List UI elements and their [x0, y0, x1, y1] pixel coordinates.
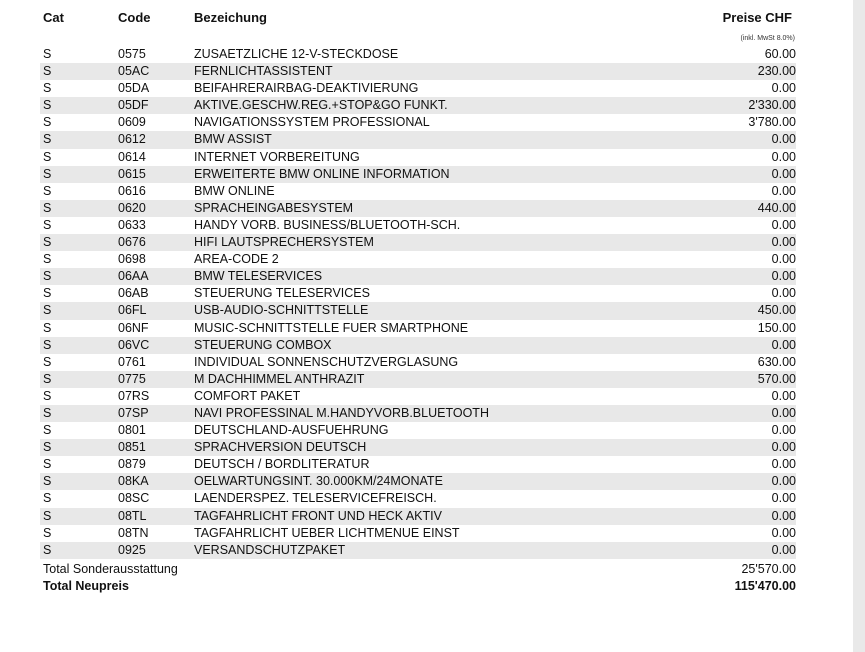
header-cat: Cat — [43, 10, 64, 25]
table-row — [40, 456, 796, 473]
cell-description: FERNLICHTASSISTENT — [194, 64, 333, 79]
table-row — [40, 251, 796, 268]
cell-description: TAGFAHRLICHT FRONT UND HECK AKTIV — [194, 508, 442, 523]
table-row — [40, 508, 796, 525]
total-options-label: Total Sonderausstattung — [43, 562, 178, 576]
table-row — [40, 217, 796, 234]
cell-cat: S — [43, 371, 52, 386]
cell-price: 2'330.00 — [748, 98, 796, 113]
cell-price: 0.00 — [771, 149, 796, 164]
cell-cat: S — [43, 269, 52, 284]
table-row — [40, 302, 796, 319]
cell-code: 06NF — [118, 320, 149, 335]
cell-description: ERWEITERTE BMW ONLINE INFORMATION — [194, 166, 450, 181]
cell-price: 570.00 — [757, 371, 796, 386]
cell-description: ZUSAETZLICHE 12-V-STECKDOSE — [194, 47, 399, 61]
cell-price: 0.00 — [771, 132, 796, 147]
cell-cat: S — [43, 337, 52, 352]
total-new-price-value: 115'470.00 — [734, 579, 796, 593]
table-row — [40, 439, 796, 456]
cell-price: 0.00 — [771, 235, 796, 250]
cell-description: AREA-CODE 2 — [194, 252, 279, 267]
cell-code: 0615 — [118, 166, 146, 181]
cell-code: 06AA — [118, 269, 149, 284]
cell-cat: S — [43, 98, 52, 113]
cell-cat: S — [43, 405, 52, 420]
cell-description: VERSANDSCHUTZPAKET — [194, 542, 346, 557]
table-header — [0, 10, 853, 28]
cell-cat: S — [43, 320, 52, 335]
cell-price: 0.00 — [771, 337, 796, 352]
table-row — [40, 388, 796, 405]
cell-cat: S — [43, 303, 52, 318]
cell-cat: S — [43, 440, 52, 455]
cell-description: HANDY VORB. BUSINESS/BLUETOOTH-SCH. — [194, 217, 461, 232]
table-row — [40, 422, 796, 439]
cell-price: 150.00 — [757, 320, 796, 335]
cell-price: 0.00 — [771, 405, 796, 420]
cell-cat: S — [43, 252, 52, 267]
cell-cat: S — [43, 525, 52, 540]
cell-price: 630.00 — [757, 354, 796, 369]
cell-code: 05DF — [118, 98, 149, 113]
header-description: Bezeichung — [194, 10, 267, 25]
price-vat-note: (inkl. MwSt 8.0%) — [740, 35, 795, 42]
cell-code: 08SC — [118, 491, 150, 506]
cell-code: 06VC — [118, 337, 150, 352]
cell-code: 0676 — [118, 235, 146, 250]
cell-code: 08KA — [118, 474, 149, 489]
table-row — [40, 114, 796, 131]
table-row — [40, 46, 796, 63]
table-row — [40, 166, 796, 183]
cell-cat: S — [43, 508, 52, 523]
cell-code: 07SP — [118, 405, 149, 420]
cell-cat: S — [43, 423, 52, 438]
cell-description: NAVI PROFESSINAL M.HANDYVORB.BLUETOOTH — [194, 405, 489, 420]
cell-code: 0761 — [118, 354, 146, 369]
table-row — [40, 525, 796, 542]
table-row — [40, 200, 796, 217]
cell-code: 08TL — [118, 508, 147, 523]
total-new-price-label: Total Neupreis — [43, 579, 129, 593]
table-row — [40, 354, 796, 371]
cell-price: 60.00 — [764, 47, 796, 61]
cell-description: OELWARTUNGSINT. 30.000KM/24MONATE — [194, 474, 443, 489]
cell-description: BMW TELESERVICES — [194, 269, 323, 284]
cell-description: M DACHHIMMEL ANTHRAZIT — [194, 371, 365, 386]
table-row — [40, 149, 796, 166]
cell-price: 3'780.00 — [748, 115, 796, 130]
cell-price: 0.00 — [771, 166, 796, 181]
cell-cat: S — [43, 286, 52, 301]
cell-description: BEIFAHRERAIRBAG-DEAKTIVIERUNG — [194, 81, 419, 96]
total-new-price-row — [0, 578, 853, 595]
cell-cat: S — [43, 132, 52, 147]
cell-description: BMW ONLINE — [194, 183, 275, 198]
cell-cat: S — [43, 235, 52, 250]
cell-cat: S — [43, 183, 52, 198]
cell-code: 07RS — [118, 388, 150, 403]
table-row — [40, 234, 796, 251]
cell-cat: S — [43, 47, 52, 61]
cell-cat: S — [43, 217, 52, 232]
cell-description: HIFI LAUTSPRECHERSYSTEM — [194, 235, 374, 250]
cell-code: 0612 — [118, 132, 146, 147]
cell-cat: S — [43, 388, 52, 403]
cell-cat: S — [43, 354, 52, 369]
cell-code: 0614 — [118, 149, 146, 164]
table-row — [40, 490, 796, 507]
cell-code: 05AC — [118, 64, 150, 79]
cell-code: 0609 — [118, 115, 146, 130]
cell-code: 0698 — [118, 252, 146, 267]
cell-price: 0.00 — [771, 508, 796, 523]
cell-price: 0.00 — [771, 81, 796, 96]
cell-description: LAENDERSPEZ. TELESERVICEFREISCH. — [194, 491, 437, 506]
table-row — [40, 320, 796, 337]
cell-cat: S — [43, 491, 52, 506]
table-row — [40, 183, 796, 200]
cell-cat: S — [43, 474, 52, 489]
cell-code: 08TN — [118, 525, 149, 540]
cell-cat: S — [43, 166, 52, 181]
cell-price: 0.00 — [771, 183, 796, 198]
cell-code: 0775 — [118, 371, 146, 386]
table-row — [40, 285, 796, 302]
cell-price: 0.00 — [771, 217, 796, 232]
cell-price: 0.00 — [771, 388, 796, 403]
cell-price: 0.00 — [771, 440, 796, 455]
cell-description: USB-AUDIO-SCHNITTSTELLE — [194, 303, 369, 318]
cell-cat: S — [43, 115, 52, 130]
cell-description: NAVIGATIONSSYSTEM PROFESSIONAL — [194, 115, 430, 130]
cell-code: 0801 — [118, 423, 146, 438]
cell-price: 0.00 — [771, 269, 796, 284]
cell-description: INTERNET VORBEREITUNG — [194, 149, 360, 164]
cell-code: 05DA — [118, 81, 150, 96]
table-row — [40, 80, 796, 97]
cell-cat: S — [43, 542, 52, 557]
cell-code: 0620 — [118, 200, 146, 215]
table-row — [40, 405, 796, 422]
cell-cat: S — [43, 457, 52, 472]
cell-code: 0616 — [118, 183, 146, 198]
table-row — [40, 337, 796, 354]
table-row — [40, 97, 796, 114]
cell-cat: S — [43, 149, 52, 164]
cell-price: 230.00 — [757, 64, 796, 79]
cell-description: SPRACHVERSION DEUTSCH — [194, 440, 367, 455]
cell-price: 0.00 — [771, 252, 796, 267]
cell-price: 0.00 — [771, 423, 796, 438]
table-row — [40, 542, 796, 559]
table-row — [40, 268, 796, 285]
cell-price: 0.00 — [771, 474, 796, 489]
cell-code: 06AB — [118, 286, 149, 301]
header-price: Preise CHF — [722, 10, 792, 25]
table-row — [40, 131, 796, 148]
cell-code: 0575 — [118, 47, 146, 61]
cell-description: DEUTSCHLAND-AUSFUEHRUNG — [194, 423, 389, 438]
cell-description: COMFORT PAKET — [194, 388, 301, 403]
table-row — [40, 63, 796, 80]
cell-description: SPRACHEINGABESYSTEM — [194, 200, 354, 215]
cell-code: 0925 — [118, 542, 146, 557]
cell-code: 0633 — [118, 217, 146, 232]
cell-description: STEUERUNG TELESERVICES — [194, 286, 370, 301]
cell-price: 440.00 — [757, 200, 796, 215]
table-row — [40, 473, 796, 490]
cell-description: DEUTSCH / BORDLITERATUR — [194, 457, 370, 472]
cell-code: 06FL — [118, 303, 147, 318]
cell-price: 0.00 — [771, 457, 796, 472]
cell-cat: S — [43, 64, 52, 79]
cell-price: 0.00 — [771, 525, 796, 540]
cell-description: TAGFAHRLICHT UEBER LICHTMENUE EINST — [194, 525, 460, 540]
cell-description: AKTIVE.GESCHW.REG.+STOP&GO FUNKT. — [194, 98, 448, 113]
cell-code: 0879 — [118, 457, 146, 472]
cell-description: BMW ASSIST — [194, 132, 272, 147]
cell-price: 450.00 — [757, 303, 796, 318]
total-options-value: 25'570.00 — [741, 562, 796, 576]
options-table — [0, 46, 853, 559]
cell-description: MUSIC-SCHNITTSTELLE FUER SMARTPHONE — [194, 320, 469, 335]
cell-price: 0.00 — [771, 491, 796, 506]
cell-price: 0.00 — [771, 542, 796, 557]
header-code: Code — [118, 10, 151, 25]
cell-price: 0.00 — [771, 286, 796, 301]
table-row — [40, 371, 796, 388]
cell-description: INDIVIDUAL SONNENSCHUTZVERGLASUNG — [194, 354, 459, 369]
cell-code: 0851 — [118, 440, 146, 455]
cell-cat: S — [43, 81, 52, 96]
cell-cat: S — [43, 200, 52, 215]
cell-description: STEUERUNG COMBOX — [194, 337, 332, 352]
total-options-row — [0, 561, 853, 578]
